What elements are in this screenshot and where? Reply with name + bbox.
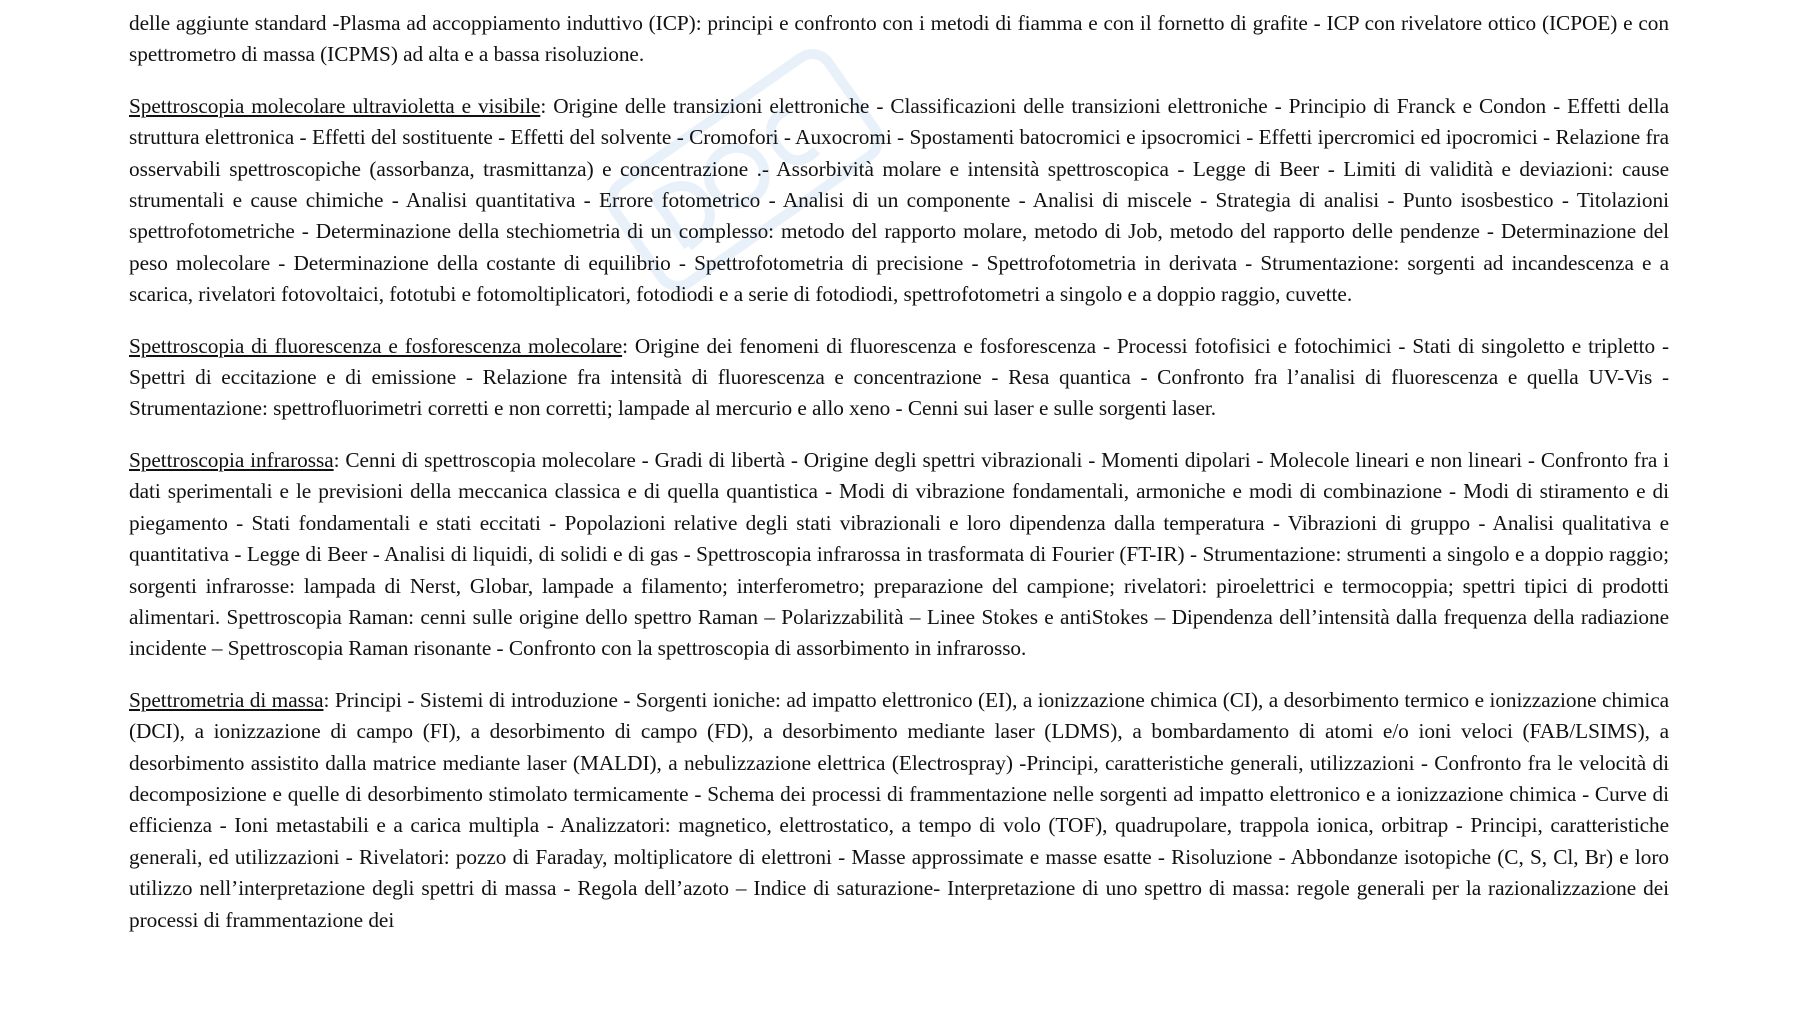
section-heading: Spettroscopia di fluorescenza e fosforescenza molecolare — [129, 333, 623, 358]
paragraph-body: : Origine delle transizioni elettroniche - Classificazioni delle transizioni elettroniche - Principio di Franck e Condon - Effetti della struttura elettronica - Effetti del sostituente - Effetti del solvente - Cromofori - Auxocromi - Spostamenti batocromici e ipsocromici - Effetti ipercromici ed ipocromici - Relazione fra osservabili spettroscopiche (assorbanza, trasmittanza) e concentrazione .- Assorbività molare e intensità spettroscopica - Legge di Beer - Limiti di validità e deviazioni: cause strumentali e cause chimiche - Analisi quantitativa - Errore fotometrico - Analisi di un componente - Analisi di miscele - Strategia di analisi - Punto isosbestico - Titolazioni spettrofotometriche - Determinazione della stechiometria di un complesso: metodo del rapporto molare, metodo di Job, metodo del rapporto delle pendenze - Determinazione del peso molecolare - Determinazione della costante di equilibrio - Spettrofotometria di precisione - Spettrofotometria in derivata - Strumentazione: sorgenti ad incandescenza e a scarica, rivelatori fotovoltaici, fototubi e fotomoltiplicatori, fotodiodi e a serie di fotodiodi, spettrofotometri a singolo e a doppio raggio, cuvette. — [129, 93, 1669, 307]
paragraph-body: : Principi - Sistemi di introduzione - Sorgenti ioniche: ad impatto elettronico (EI), a ionizzazione chimica (CI), a desorbimento termico e ionizzazione chimica (DCI), a ionizzazione di campo (FI), a desorbimento di campo (FD), a desorbimento mediante laser (LDMS), a bombardamento di atomi e/o ioni veloci (FAB/LSIMS), a desorbimento assistito dalla matrice mediante laser (MALDI), a nebulizzazione elettrica (Electrospray) -Principi, caratteristiche generali, utilizzazioni - Confronto fra le velocità di decomposizione e quelle di desorbimento stimolato termicamente - Schema dei processi di frammentazione nelle sorgenti ad impatto elettronico e a ionizzazione chimica - Curve di efficienza - Ioni metastabili e a carica multipla - Analizzatori: magnetico, elettrostatico, a tempo di volo (TOF), quadrupolare, trappola ionica, orbitrap - Principi, caratteristiche generali, ed utilizzazioni - Rivelatori: pozzo di Faraday, moltiplicatore di elettroni - Masse approssimate e masse esatte - Risoluzione - Abbondanze isotopiche (C, S, Cl, Br) e loro utilizzo nell’interpretazione degli spettri di massa - Regola dell’azoto – Indice di saturazione- Interpretazione di uno spettro di massa: regole generali per la razionalizzazione dei processi di frammentazione dei — [129, 687, 1670, 932]
paragraph-infrared — [129, 445, 1669, 665]
section-heading: Spettroscopia infrarossa — [129, 447, 334, 472]
paragraph-uv-vis — [129, 91, 1669, 311]
paragraph-mass-spectrometry — [129, 685, 1669, 936]
paragraph-intro — [129, 8, 1669, 71]
document-page — [129, 8, 1669, 936]
section-heading: Spettrometria di massa — [129, 687, 324, 712]
paragraph-body: delle aggiunte standard -Plasma ad accoppiamento induttivo (ICP): principi e confronto con i metodi di fiamma e con il fornetto di grafite - ICP con rivelatore ottico (ICPOE) e con spettrometro di massa (ICPMS) ad alta e a bassa risoluzione. — [129, 11, 1669, 67]
paragraph-fluorescence — [129, 331, 1669, 425]
section-heading: Spettroscopia molecolare ultravioletta e visibile — [129, 93, 541, 118]
paragraph-body: : Origine dei fenomeni di fluorescenza e fosforescenza - Processi fotofisici e fotochimici - Stati di singoletto e tripletto - Spettri di eccitazione e di emissione - Relazione fra intensità di fluorescenza e concentrazione - Resa quantica - Confronto fra l’analisi di fluorescenza e quella UV-Vis - Strumentazione: spettrofluorimetri corretti e non corretti; lampade al mercurio e allo xeno - Cenni sui laser e sulle sorgenti laser. — [129, 333, 1669, 421]
paragraph-body: : Cenni di spettroscopia molecolare - Gradi di libertà - Origine degli spettri vibrazionali - Momenti dipolari - Molecole lineari e non lineari - Confronto fra i dati sperimentali e le previsioni della meccanica classica e di quella quantistica - Modi di vibrazione fondamentali, armoniche e modi di combinazione - Modi di stiramento e di piegamento - Stati fondamentali e stati eccitati - Popolazioni relative degli stati vibrazionali e loro dipendenza dalla temperatura - Vibrazioni di gruppo - Analisi qualitativa e quantitativa - Legge di Beer - Analisi di liquidi, di solidi e di gas - Spettroscopia infrarossa in trasformata di Fourier (FT-IR) - Strumentazione: strumenti a singolo e a doppio raggio; sorgenti infrarosse: lampada di Nerst, Globar, lampade a filamento; interferometro; preparazione del campione; rivelatori: piroelettrici e termocoppia; spettri tipici di prodotti alimentari. Spettroscopia Raman: cenni sulle origine dello spettro Raman – Polarizzabilità – Linee Stokes e antiStokes – Dipendenza dell’intensità dalla frequenza della radiazione incidente – Spettroscopia Raman risonante - Confronto con la spettroscopia di assorbimento in infrarosso. — [129, 447, 1669, 661]
